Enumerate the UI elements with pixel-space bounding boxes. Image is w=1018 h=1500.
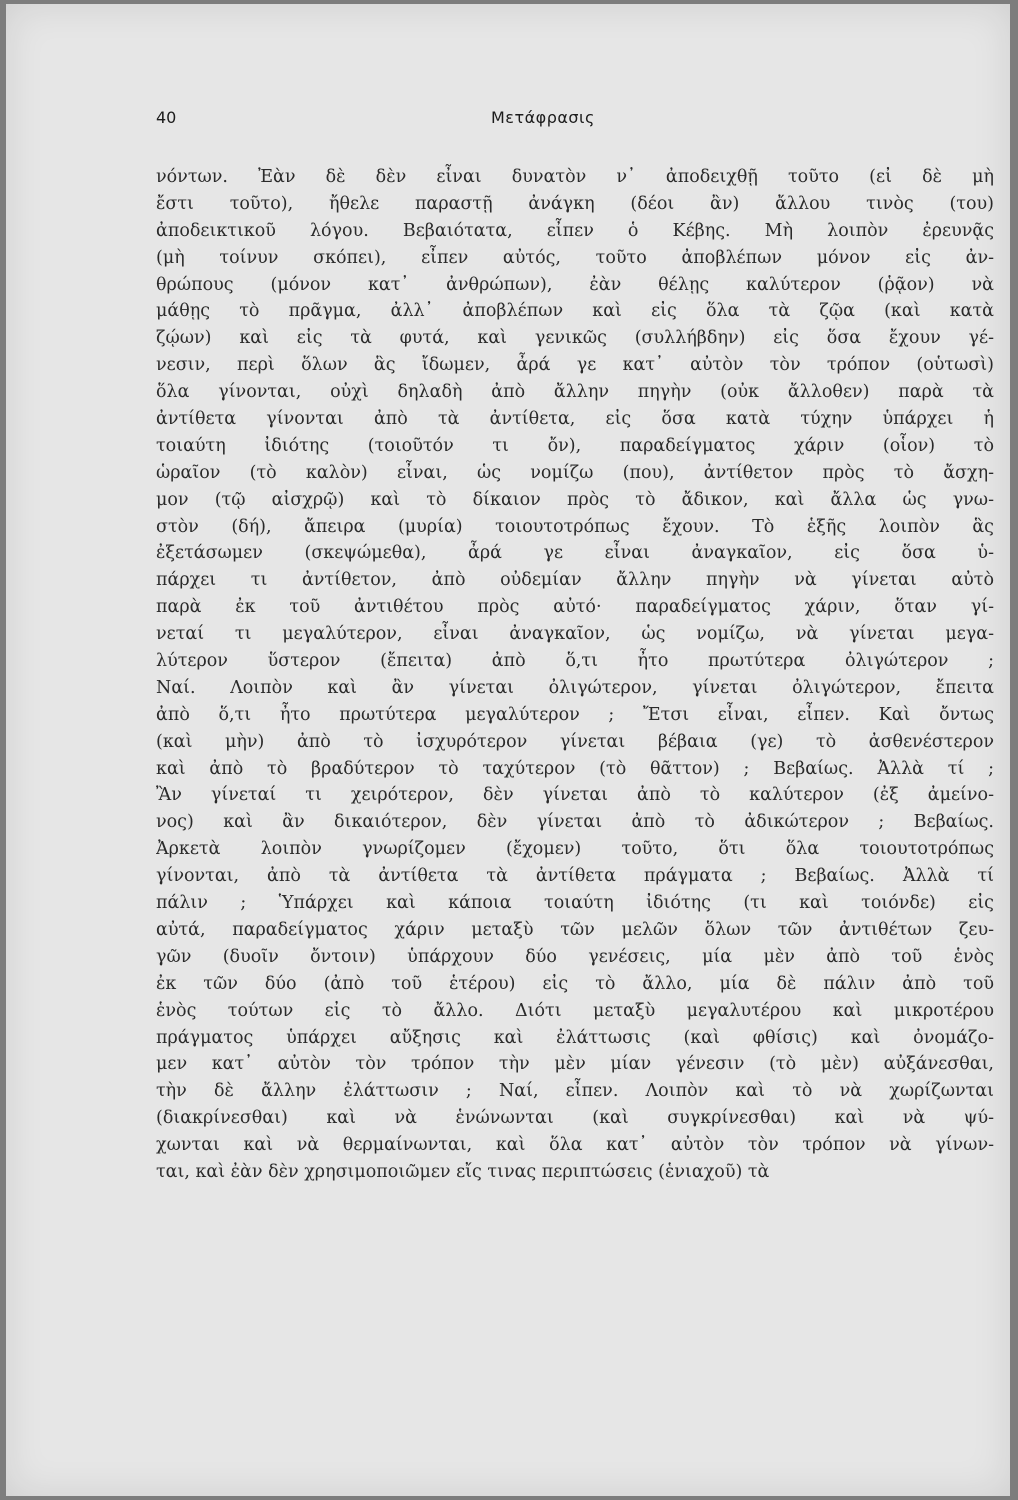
text-line: μον (τῷ αἰσχρῷ) καὶ τὸ δίκαιον πρὸς τὸ ἄδικον, καὶ ἄλλα ὡς γνω- xyxy=(156,489,994,510)
body-text xyxy=(156,164,994,1186)
text-line: ἐξετάσωμεν (σκεψώμεθα), ἆρά γε εἶναι ἀναγκαῖον, εἰς ὅσα ὑ- xyxy=(156,543,994,564)
text-line: ζῴων) καὶ εἰς τὰ φυτά, καὶ γενικῶς (συλλήβδην) εἰς ὅσα ἔχουν γέ- xyxy=(156,328,994,349)
text-line: νεσιν, περὶ ὅλων ἃς ἴδωμεν, ἆρά γε κατ᾽ αὐτὸν τὸν τρόπον (οὑτωσὶ) xyxy=(156,355,994,376)
text-line: παρὰ ἐκ τοῦ ἀντιθέτου πρὸς αὐτό· παραδείγματος χάριν, ὅταν γί- xyxy=(156,597,994,618)
text-line: νος) καὶ ἂν δικαιότερον, δὲν γίνεται ἀπὸ τὸ ἀδικώτερον ; Βεβαίως. xyxy=(156,812,994,833)
text-line: μεν κατ᾽ αὐτὸν τὸν τρόπον τὴν μὲν μίαν γένεσιν (τὸ μὲν) αὐξάνεσθαι, xyxy=(156,1054,994,1075)
text-line: τοιαύτη ἰδιότης (τοιοῦτόν τι ὄν), παραδείγματος χάριν (οἷον) τὸ xyxy=(156,435,994,456)
text-line: ἔστι τοῦτο), ἤθελε παραστῇ ἀνάγκη (δέοι ἂν) ἄλλου τινὸς (του) xyxy=(156,193,994,214)
text-line: πράγματος ὑπάρχει αὔξησις καὶ ἐλάττωσις (καὶ φθίσις) καὶ ὀνομάζο- xyxy=(156,1027,994,1048)
text-line: τὴν δὲ ἄλλην ἐλάττωσιν ; Ναί, εἶπεν. Λοιπὸν καὶ τὸ νὰ χωρίζωνται xyxy=(156,1081,994,1102)
text-line: χωνται καὶ νὰ θερμαίνωνται, καὶ ὅλα κατ᾽ αὐτὸν τὸν τρόπον νὰ γίνων- xyxy=(156,1135,994,1156)
text-line: ἐκ τῶν δύο (ἀπὸ τοῦ ἑτέρου) εἰς τὸ ἄλλο, μία δὲ πάλιν ἀπὸ τοῦ xyxy=(156,973,994,994)
text-line: (μὴ τοίνυν σκόπει), εἶπεν αὐτός, τοῦτο ἀποβλέπων μόνον εἰς ἀν- xyxy=(156,247,994,268)
text-line: πάρχει τι ἀντίθετον, ἀπὸ οὐδεμίαν ἄλλην πηγὴν νὰ γίνεται αὐτὸ xyxy=(156,570,994,591)
text-line: ται, καὶ ἐὰν δὲν χρησιμοποιῶμεν εἴς τινας περιπτώσεις (ἑνιαχοῦ) τὰ xyxy=(156,1161,770,1182)
text-line: ἀποδεικτικοῦ λόγου. Βεβαιότατα, εἶπεν ὁ Κέβης. Μὴ λοιπὸν ἐρευνᾷς xyxy=(156,220,994,241)
text-line: ἀντίθετα γίνονται ἀπὸ τὰ ἀντίθετα, εἰς ὅσα κατὰ τύχην ὑπάρχει ἡ xyxy=(156,409,994,430)
text-line: αὐτά, παραδείγματος χάριν μεταξὺ τῶν μελῶν ὅλων τῶν ἀντιθέτων ζευ- xyxy=(156,919,994,940)
text-line: νόντων. Ἐὰν δὲ δὲν εἶναι δυνατὸν ν᾽ ἀποδειχθῇ τοῦτο (εἰ δὲ μὴ xyxy=(156,167,994,187)
running-title: Μετάφρασις xyxy=(491,108,595,127)
text-line: γῶν (δυοῖν ὄντοιν) ὑπάρχουν δύο γενέσεις, μία μὲν ἀπὸ τοῦ ἑνὸς xyxy=(156,946,994,967)
text-line: Ἀρκετὰ λοιπὸν γνωρίζομεν (ἔχομεν) τοῦτο, ὅτι ὅλα τοιουτοτρόπως xyxy=(156,839,994,860)
text-line: στὸν (δή), ἄπειρα (μυρία) τοιουτοτρόπως ἔχουν. Τὸ ἑξῆς λοιπὸν ἃς xyxy=(156,516,994,537)
book-page xyxy=(6,4,1010,1496)
text-line: ὡραῖον (τὸ καλὸν) εἶναι, ὡς νομίζω (που), ἀντίθετον πρὸς τὸ ἄσχη- xyxy=(156,462,994,483)
page-header xyxy=(156,108,980,132)
text-line: μάθῃς τὸ πρᾶγμα, ἀλλ᾽ ἀποβλέπων καὶ εἰς ὅλα τὰ ζῷα (καὶ κατὰ xyxy=(156,301,994,322)
text-line: γίνονται, ἀπὸ τὰ ἀντίθετα τὰ ἀντίθετα πράγματα ; Βεβαίως. Ἀλλὰ τί xyxy=(156,866,994,887)
text-line: πάλιν ; Ὑπάρχει καὶ κάποια τοιαύτη ἰδιότης (τι καὶ τοιόνδε) εἰς xyxy=(156,893,994,914)
text-line: θρώπους (μόνον κατ᾽ ἀνθρώπων), ἐὰν θέλῃς καλύτερον (ῥᾷον) νὰ xyxy=(156,274,994,295)
text-line: λύτερον ὕστερον (ἔπειτα) ἀπὸ ὅ,τι ἦτο πρωτύτερα ὀλιγώτερον ; xyxy=(156,651,994,672)
text-line: Ναί. Λοιπὸν καὶ ἂν γίνεται ὀλιγώτερον, γίνεται ὀλιγώτερον, ἔπειτα xyxy=(156,677,994,698)
text-line: ὅλα γίνονται, οὐχὶ δηλαδὴ ἀπὸ ἄλλην πηγὴν (οὐκ ἄλλοθεν) παρὰ τὰ xyxy=(156,382,994,403)
text-line: (διακρίνεσθαι) καὶ νὰ ἑνώνωνται (καὶ συγκρίνεσθαι) καὶ νὰ ψύ- xyxy=(156,1108,994,1129)
text-line: ἀπὸ ὅ,τι ἦτο πρωτύτερα μεγαλύτερον ; Ἔτσι εἶναι, εἶπεν. Καὶ ὄντως xyxy=(156,704,994,725)
text-line: νεταί τι μεγαλύτερον, εἶναι ἀναγκαῖον, ὡς νομίζω, νὰ γίνεται μεγα- xyxy=(156,624,994,645)
text-line: ἑνὸς τούτων εἰς τὸ ἄλλο. Διότι μεταξὺ μεγαλυτέρου καὶ μικροτέρου xyxy=(156,1000,994,1021)
page-number: 40 xyxy=(156,108,177,127)
text-line: (καὶ μὴν) ἀπὸ τὸ ἰσχυρότερον γίνεται βέβαια (γε) τὸ ἀσθενέστερον xyxy=(156,731,994,752)
text-line: καὶ ἀπὸ τὸ βραδύτερον τὸ ταχύτερον (τὸ θᾶττον) ; Βεβαίως. Ἀλλὰ τί ; xyxy=(156,758,994,779)
text-line: Ἂν γίνεταί τι χειρότερον, δὲν γίνεται ἀπὸ τὸ καλύτερον (ἐξ ἀμείνο- xyxy=(156,785,994,806)
